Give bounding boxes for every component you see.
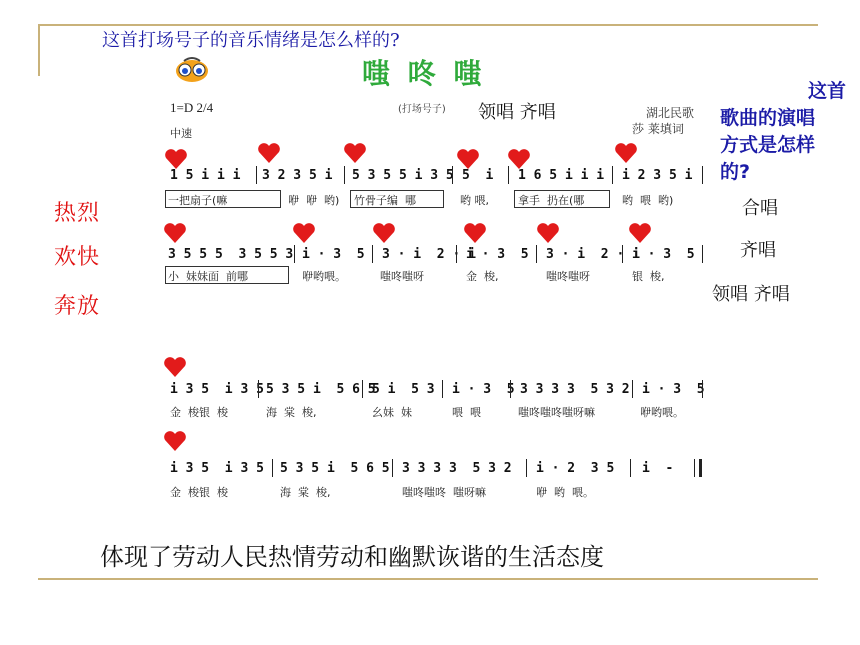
bar-line <box>344 166 345 184</box>
score-notes: i · 2 3 5 <box>536 461 615 476</box>
lyric-text: 金 梭银 梭 <box>170 406 228 419</box>
lyric-text: 幺妹 妹 <box>372 406 412 419</box>
heart-icon <box>507 148 531 170</box>
lyric-text: 嗤咚嗤咚 嗤呀嘛 <box>402 486 486 499</box>
score-notes: i · 3 5 <box>642 382 705 397</box>
lyric-text: 嗤咚嗤呀 <box>546 270 590 283</box>
lyric-text: 咿哟喂。 <box>640 406 684 419</box>
conclusion-text: 体现了劳动人民热情劳动和幽默诙谐的生活态度 <box>100 543 604 571</box>
final-bar-line <box>699 459 702 477</box>
lyric-text: 咿 咿 哟) <box>288 194 340 207</box>
mood-word: 热烈 <box>54 201 101 226</box>
lyric-text: 金 梭银 梭 <box>170 486 228 499</box>
question-heading: 这首打场号子的音乐情绪是怎么样的? <box>102 30 400 51</box>
score-notes: 1 5 i i i <box>170 168 241 183</box>
frame-left-rule <box>38 24 40 76</box>
lyric-text: 海 棠 梭, <box>280 486 331 499</box>
mood-word: 奔放 <box>54 294 101 319</box>
score-notes: 3 2 3 5 i <box>262 168 333 183</box>
lyric-text: 竹骨子编 哪 <box>354 194 416 207</box>
score-notes: i · 3 5 <box>632 247 695 262</box>
heart-icon <box>164 148 188 170</box>
bar-line <box>536 245 537 263</box>
answer-option: 合唱 <box>742 198 778 219</box>
heart-icon <box>292 222 316 244</box>
heart-icon <box>163 356 187 378</box>
bar-line <box>702 245 703 263</box>
lyric-text: 嗤咚嗤咚嗤呀嘛 <box>518 406 595 419</box>
tempo-marking: 中速 <box>170 127 192 140</box>
score-notes: 3 · i 2 · i <box>546 247 640 262</box>
score-notes: 5 3 5 i 5 6 5 <box>266 382 376 397</box>
bar-line <box>362 380 363 398</box>
credit-region: 湖北民歌 <box>646 106 695 120</box>
lyric-text: 咿 哟 喂。 <box>536 486 594 499</box>
score-notes: i · 3 5 <box>466 247 529 262</box>
score-notes: 1 6 5 i i i <box>518 168 605 183</box>
bar-line <box>510 380 511 398</box>
bar-line <box>392 459 393 477</box>
heart-icon <box>463 222 487 244</box>
bar-line <box>442 380 443 398</box>
heart-icon <box>257 142 281 164</box>
score-notes: 3 · i 2 · i <box>382 247 476 262</box>
score-notes: 5 3 5 i 5 6 5 <box>280 461 390 476</box>
heart-icon <box>343 142 367 164</box>
score-notes: i 3 5 i 3 5 <box>170 461 264 476</box>
side-question-line: 方式是怎样 <box>720 134 816 156</box>
lyric-text: 嗤咚嗤呀 <box>380 270 424 283</box>
side-question-line: 的? <box>720 161 751 183</box>
score-notes: 5 3 5 5 i 3 5 <box>352 168 454 183</box>
heart-icon <box>163 222 187 244</box>
heart-icon <box>628 222 652 244</box>
lyric-text: 喂 喂 <box>452 406 481 419</box>
score-notes: i 3 5 i 3 5 <box>170 382 264 397</box>
song-title: 嗤 咚 嗤 <box>362 57 486 90</box>
heart-icon <box>536 222 560 244</box>
bar-line <box>456 245 457 263</box>
answer-option: 齐唱 <box>740 240 776 261</box>
heart-icon <box>614 142 638 164</box>
score-notes: 3 3 3 3 5 3 2 <box>520 382 630 397</box>
key-signature: 1=D 2/4 <box>170 100 214 115</box>
heart-icon <box>372 222 396 244</box>
lyric-text: 哟 喂 哟) <box>622 194 674 207</box>
lyric-text: 拿手 扔在(哪 <box>518 194 585 207</box>
bar-line <box>632 380 633 398</box>
bar-line <box>694 459 695 477</box>
cartoon-face-icon <box>174 55 210 83</box>
side-question-line: 歌曲的演唱 <box>720 107 816 129</box>
singing-mode-label: 领唱 齐唱 <box>478 102 556 123</box>
score-notes: 5 i <box>462 168 494 183</box>
side-question <box>720 78 850 186</box>
lyric-text: 金 梭, <box>466 270 499 283</box>
song-subtitle: (打场号子) <box>398 104 446 115</box>
heart-icon <box>456 148 480 170</box>
lyric-text: 咿哟喂。 <box>302 270 346 283</box>
answer-option: 领唱 齐唱 <box>712 284 790 305</box>
side-question-line: 这首 <box>807 80 846 102</box>
heart-icon <box>163 430 187 452</box>
score-notes: i - <box>642 461 674 476</box>
frame-bottom-rule <box>38 578 818 580</box>
score-notes: 3 5 5 5 3 5 5 3 <box>168 247 294 262</box>
bar-line <box>372 245 373 263</box>
bar-line <box>630 459 631 477</box>
bar-line <box>258 380 259 398</box>
lyric-text: 哟 喂, <box>460 194 489 207</box>
score-notes: i · 3 5 <box>452 382 515 397</box>
credit-lyricist: 莎 莱填词 <box>632 122 684 136</box>
bar-line <box>622 245 623 263</box>
bar-line <box>702 380 703 398</box>
lyric-text: 海 棠 梭, <box>266 406 317 419</box>
bar-line <box>294 245 295 263</box>
bar-line <box>272 459 273 477</box>
score-notes: 5 i 5 3 <box>372 382 435 397</box>
score-notes: 3 3 3 3 5 3 2 <box>402 461 512 476</box>
lyric-text: 银 梭, <box>632 270 665 283</box>
bar-line <box>452 166 453 184</box>
bar-line <box>526 459 527 477</box>
score-notes: i · 3 5 <box>302 247 365 262</box>
bar-line <box>256 166 257 184</box>
score-notes: i 2 3 5 i <box>622 168 693 183</box>
lyric-text: 一把扇子(嘛 <box>168 194 228 207</box>
bar-line <box>612 166 613 184</box>
lyric-text: 小 妹妹面 前哪 <box>168 270 248 283</box>
bar-line <box>702 166 703 184</box>
mood-word: 欢快 <box>54 245 101 270</box>
